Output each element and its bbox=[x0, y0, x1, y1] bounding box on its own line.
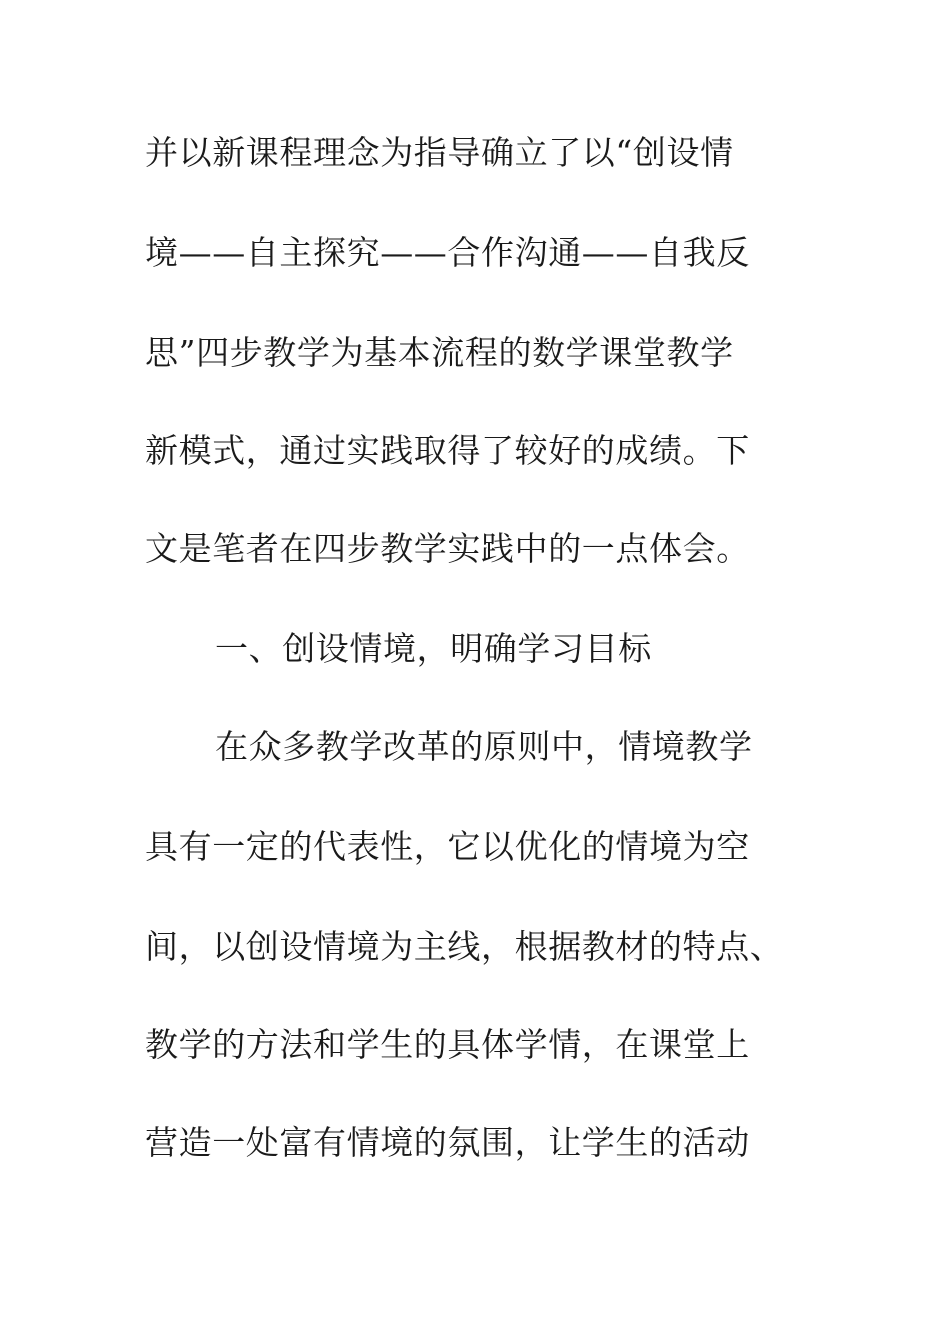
paragraph-line-3: 思”四步教学为基本流程的数学课堂教学 bbox=[145, 333, 734, 372]
paragraph-line-7: 具有一定的代表性，它以优化的情境为空 bbox=[145, 827, 750, 866]
paragraph-line-4: 新模式，通过实践取得了较好的成绩。下 bbox=[145, 431, 750, 470]
section-heading: 一、创设情境，明确学习目标 bbox=[215, 629, 652, 668]
paragraph-line-9: 教学的方法和学生的具体学情，在课堂上 bbox=[145, 1025, 750, 1064]
paragraph-line-8: 间，以创设情境为主线，根据教材的特点、 bbox=[145, 927, 784, 966]
paragraph-line-6: 在众多教学改革的原则中，情境教学 bbox=[215, 727, 753, 766]
paragraph-line-10: 营造一处富有情境的氛围，让学生的活动 bbox=[145, 1123, 750, 1162]
paragraph-line-2: 境——自主探究——合作沟通——自我反 bbox=[145, 233, 750, 272]
paragraph-line-5: 文是笔者在四步教学实践中的一点体会。 bbox=[145, 529, 750, 568]
paragraph-line-1: 并以新课程理念为指导确立了以“创设情 bbox=[145, 133, 734, 172]
